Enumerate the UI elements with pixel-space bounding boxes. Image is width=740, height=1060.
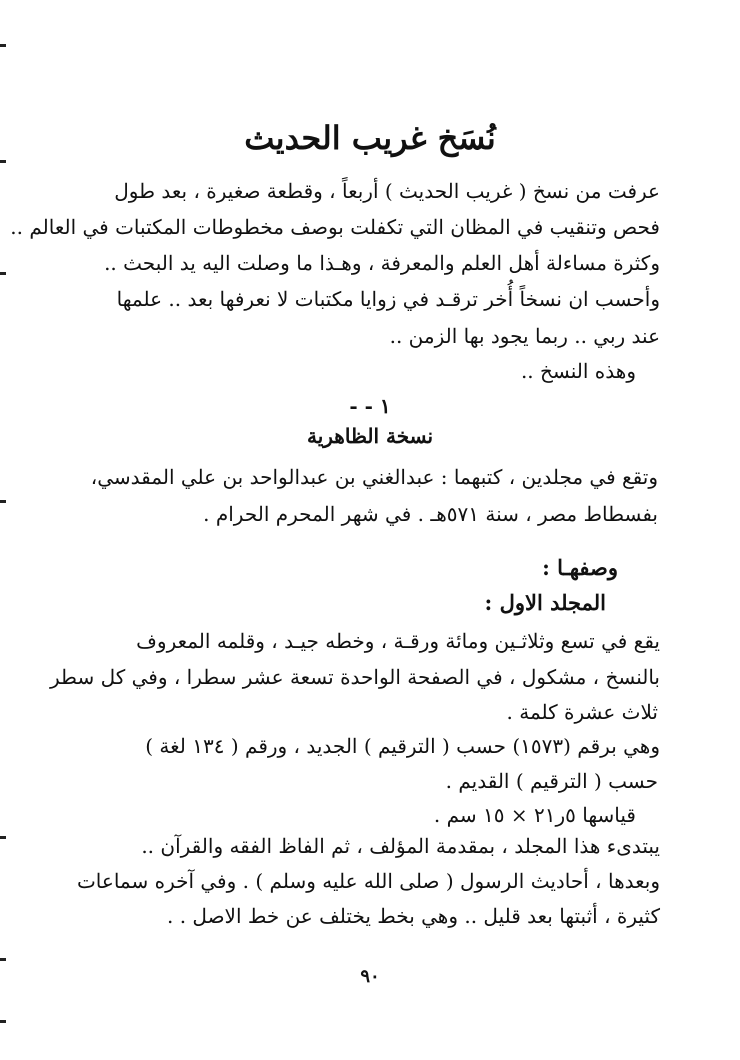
scan-mark — [0, 500, 6, 503]
volume-line: وهي برقم (١٥٧٣) حسب ( الترقيم ) الجديد ، ورقم ( ١٣٤ لغة ) — [145, 734, 660, 758]
scan-mark — [0, 44, 6, 47]
section-number: ١ - - — [349, 394, 391, 418]
scan-mark — [0, 272, 6, 275]
scan-mark — [0, 836, 6, 839]
volume-line: حسب ( الترقيم ) القديم . — [445, 769, 658, 793]
page-number: ٩٠ — [360, 966, 380, 987]
intro-line: وكثرة مساءلة أهل العلم والمعرفة ، وهـذا ما وصلت اليه يد البحث .. — [104, 251, 660, 275]
section-line: بفسطاط مصر ، سنة ٥٧١هـ . في شهر المحرم الحرام . — [203, 502, 658, 526]
volume-line: وبعدها ، أحاديث الرسول ( صلى الله عليه وسلم ) . وفي آخره سماعات — [76, 869, 660, 893]
volume-line: كثيرة ، أثبتها بعد قليل .. وهي بخط يختلف عن خط الاصل . . — [167, 904, 660, 928]
volume-line: ثلاث عشرة كلمة . — [506, 700, 658, 724]
volume-line: بالنسخ ، مشكول ، في الصفحة الواحدة تسعة عشر سطرا ، وفي كل سطر — [50, 665, 660, 689]
section-line: وتقع في مجلدين ، كتبهما : عبدالغني بن عبدالواحد بن علي المقدسي، — [90, 465, 658, 489]
scan-mark — [0, 958, 6, 961]
section-title: نسخة الظاهرية — [306, 424, 434, 448]
description-heading: وصفهـا : — [542, 555, 618, 580]
intro-line: وهذه النسخ .. — [520, 359, 636, 383]
volume-line: قياسها ٥ر٢١ × ١٥ سم . — [433, 803, 636, 827]
intro-line: عرفت من نسخ ( غريب الحديث ) أربعاً ، وقطعة صغيرة ، بعد طول — [114, 179, 660, 203]
intro-line: وأحسب ان نسخاً أُخر ترقـد في زوايا مكتبات لا نعرفها بعد .. علمها — [116, 287, 660, 311]
intro-line: فحص وتنقيب في المظان التي تكفلت بوصف مخطوطات المكتبات في العالم .. — [10, 215, 660, 239]
volume-heading: المجلد الاول : — [484, 590, 606, 615]
page-title: نُسَخ غريب الحديث — [244, 119, 496, 157]
scan-mark — [0, 1020, 6, 1023]
scan-mark — [0, 160, 6, 163]
intro-line: عند ربي .. ربما يجود بها الزمن .. — [389, 324, 660, 348]
volume-line: يقع في تسع وثلاثـين ومائة ورقـة ، وخطه جيـد ، وقلمه المعروف — [136, 629, 660, 653]
volume-line: يبتدىء هذا المجلد ، بمقدمة المؤلف ، ثم الفاظ الفقه والقرآن .. — [141, 834, 660, 858]
